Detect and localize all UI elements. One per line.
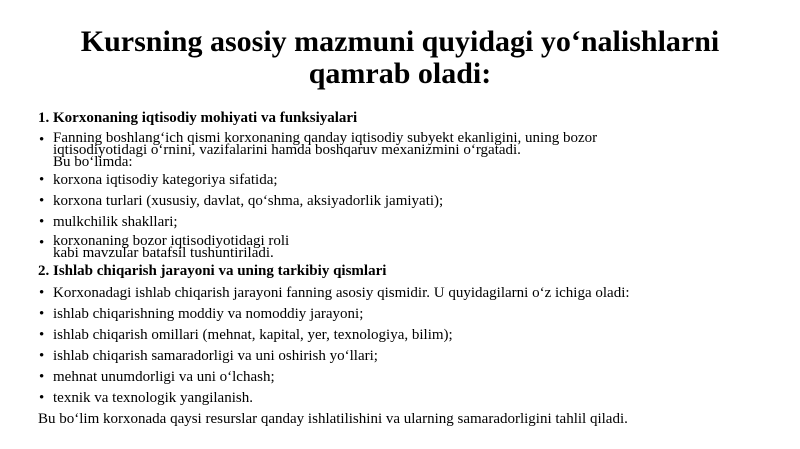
bullet-icon: • [39, 172, 45, 188]
list-item-text: korxona iqtisodiy kategoriya sifatida; [53, 172, 278, 188]
bullet-icon: • [39, 327, 45, 343]
bullet-icon: • [39, 235, 45, 251]
bullet-icon: • [39, 369, 45, 385]
list-item-text: korxonaning bozor iqtisodiyotidagi roli [53, 233, 290, 249]
list-item [38, 285, 768, 302]
list-item-text: Fanning boshlang‘ich qismi korxonaning qanday iqtisodiy subyekt ekanligini, uning bozor [53, 130, 598, 146]
bullet-icon: • [39, 193, 45, 209]
list-item-text: ishlab chiqarish samaradorligi va uni oshirish yo‘llari; [53, 348, 378, 364]
list-item [38, 369, 768, 386]
bullet-icon: • [39, 348, 45, 364]
list-item-text: Korxonadagi ishlab chiqarish jarayoni fanning asosiy qismidir. U quyidagilarni o‘z ichiga oladi: [53, 285, 630, 301]
list-item [38, 306, 768, 323]
list-item [38, 390, 768, 407]
bullet-icon: • [39, 390, 45, 406]
list-item-text: iqtisodiyotidagi o‘rnini, vazifalarini hamda boshqaruv mexanizmini o‘rgatadi. [53, 142, 521, 158]
slide-title [60, 26, 740, 90]
bullet-icon: • [39, 306, 45, 322]
list-item-text: texnik va texnologik yangilanish. [53, 390, 253, 406]
list-item-text: korxona turlari (xususiy, davlat, qo‘shma, aksiyadorlik jamiyati); [53, 193, 444, 209]
section-2-heading: 2. Ishlab chiqarish jarayoni va uning tarkibiy qismlari [38, 263, 387, 279]
list-item [38, 172, 768, 189]
section-1-heading: 1. Korxonaning iqtisodiy mohiyati va funksiyalari [38, 110, 358, 126]
list-item [38, 214, 768, 231]
bullet-icon: • [39, 132, 45, 148]
list-item-text: mehnat unumdorligi va uni o‘lchash; [53, 369, 275, 385]
list-item-text: kabi mavzular batafsil tushuntiriladi. [53, 245, 274, 261]
list-item [38, 132, 768, 168]
title-line-1: Kursning asosiy mazmuni quyidagi yo‘nalishlarni [80, 25, 720, 58]
list-item-text: Bu bo‘limda: [53, 154, 133, 170]
section-2-closing: Bu bo‘lim korxonada qaysi resurslar qanday ishlatilishini va ularning samaradorligini tahlil qiladi. [38, 411, 628, 427]
title-line-2: qamrab oladi: [308, 57, 492, 90]
list-item [38, 327, 768, 344]
bullet-icon: • [39, 285, 45, 301]
list-item-text: ishlab chiqarishning moddiy va nomoddiy jarayoni; [53, 306, 364, 322]
section-1-list [38, 132, 768, 259]
list-item-text: mulkchilik shakllari; [53, 214, 178, 230]
slide-content [38, 110, 768, 428]
bullet-icon: • [39, 214, 45, 230]
list-item [38, 193, 768, 210]
list-item [38, 348, 768, 365]
list-item [38, 235, 768, 259]
section-2-list [38, 285, 768, 407]
list-item-text: ishlab chiqarish omillari (mehnat, kapital, yer, texnologiya, bilim); [53, 327, 453, 343]
